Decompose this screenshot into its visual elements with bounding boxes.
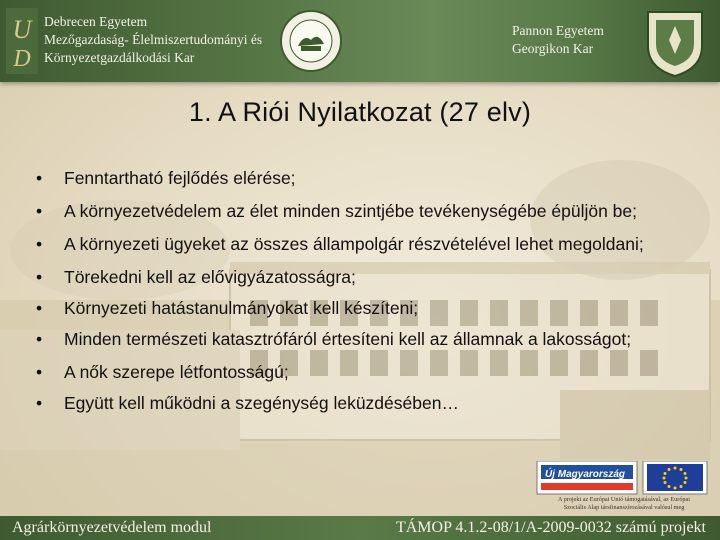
faculty-name-right: Pannon Egyetem Georgikon Kar bbox=[512, 23, 604, 56]
list-item: • Környezeti hatástanulmányokat kell készíteni; bbox=[36, 297, 696, 320]
list-item: • A környezeti ügyeket az összes állampolgár részvételével lehet megoldani; bbox=[36, 233, 696, 256]
pannon-georgikon-shield-logo bbox=[642, 8, 708, 78]
list-item: • A környezetvédelem az élet minden szintjébe tevékenységébe épüljön be; bbox=[36, 200, 696, 223]
debrecen-university-logo bbox=[6, 8, 38, 74]
project-id: TÁMOP 4.1.2-08/1/A-2009-0032 számú projekt bbox=[395, 519, 706, 536]
uj-magyarorszag-logo-text: Új Magyarország bbox=[545, 469, 626, 480]
principles-list bbox=[36, 167, 696, 415]
list-item: • Minden természeti katasztrófáról értesíteni kell az államnak a lakosságot; bbox=[36, 328, 696, 351]
list-item: • Törekedni kell az elővigyázatosságra; bbox=[36, 266, 696, 289]
slide-title: 1. A Riói Nyilatkozat (27 elv) bbox=[188, 97, 532, 127]
svg-text:U: U bbox=[12, 15, 32, 44]
module-name: Agrárkörnyezetvédelem modul bbox=[12, 519, 212, 536]
header-band bbox=[0, 0, 720, 82]
faculty-name-left: Debrecen Egyetem Mezőgazdaság- Élelmiszertudományi és Környezetgazdálkodási Kar bbox=[44, 14, 263, 65]
list-item: • A nők szerepe létfontosságú; bbox=[36, 361, 696, 384]
funding-logos bbox=[535, 461, 715, 495]
list-item: • Fenntartható fejlődés elérése; bbox=[36, 167, 696, 190]
funding-caption: A projekt az Európai Unió támogatásával, az Európai Szociális Alap társfinanszírozásával valósul meg bbox=[558, 496, 690, 511]
footer-band bbox=[0, 516, 720, 540]
list-item: • Együtt kell működni a szegénység leküzdésében… bbox=[36, 392, 696, 415]
svg-text:D: D bbox=[13, 46, 31, 72]
faculty-round-seal-logo bbox=[280, 10, 342, 72]
